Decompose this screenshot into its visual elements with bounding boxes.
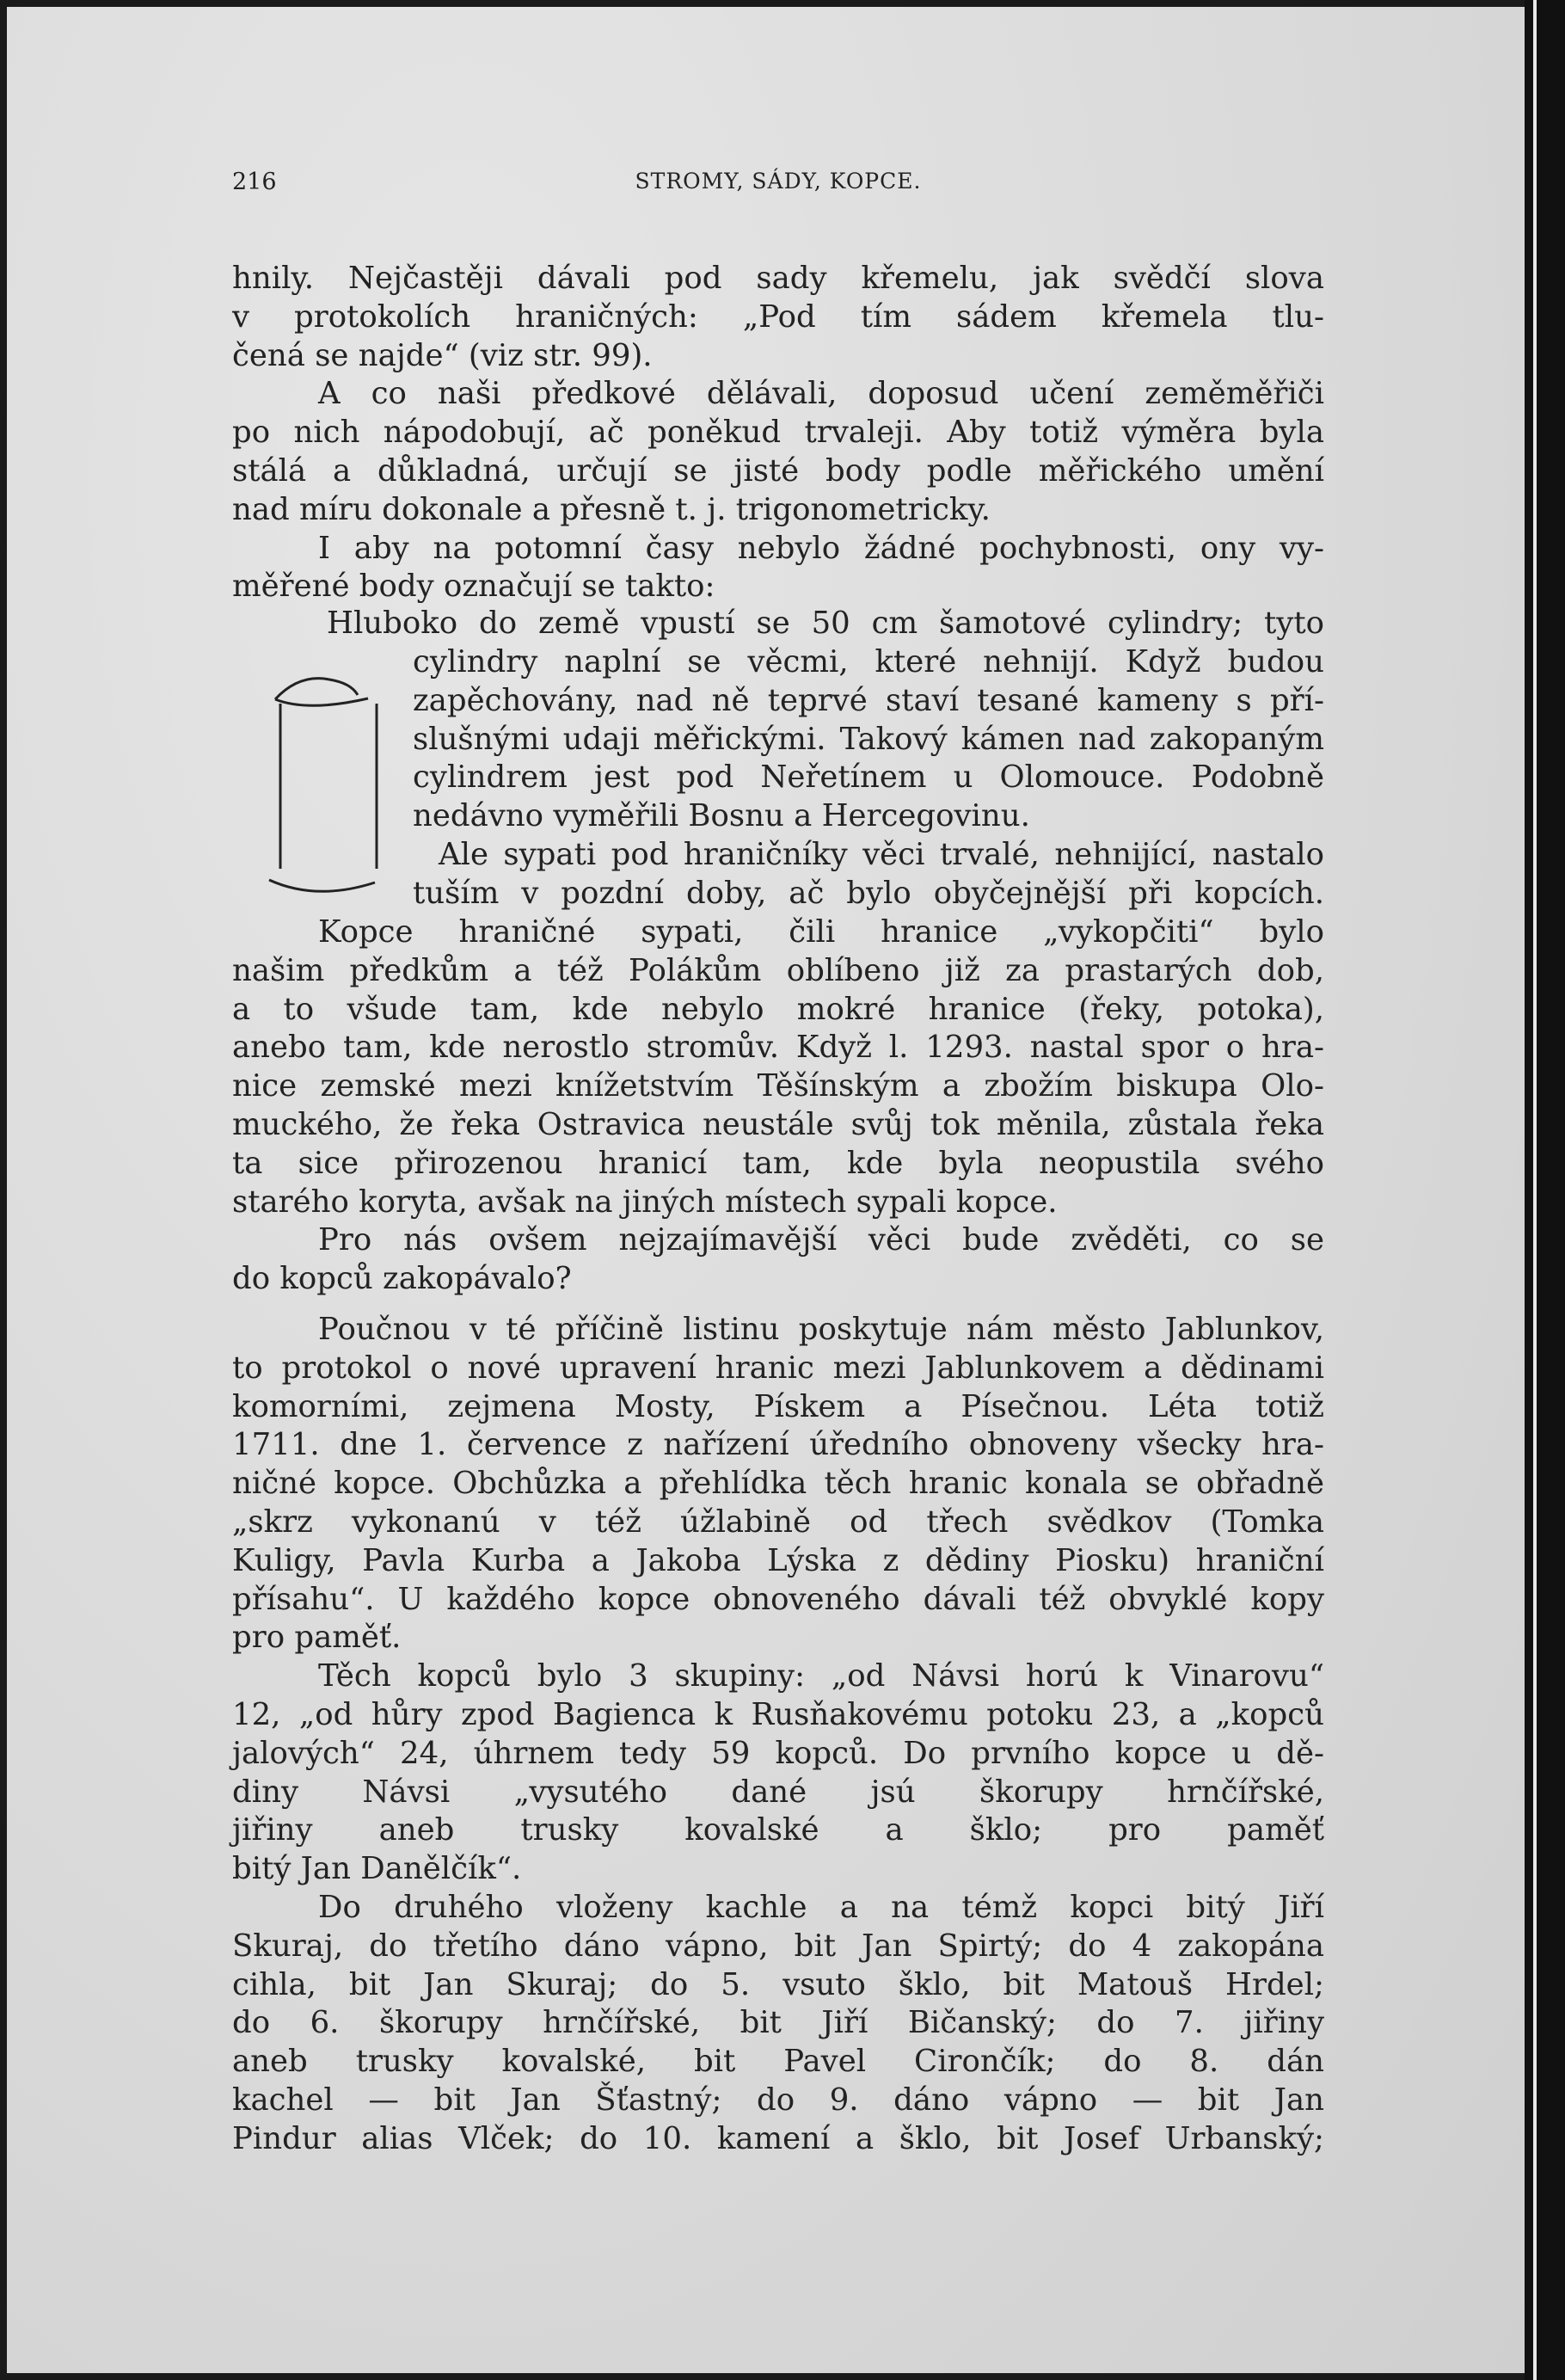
- text-line: do 6. škorupy hrnčířské, bit Jiří Bičanský; do 7. jiřiny: [232, 2005, 1324, 2041]
- text-line: komorními, zejmena Mosty, Pískem a Písečnou. Léta totiž: [232, 1388, 1324, 1424]
- text-line: zapěchovány, nad ně teprvé staví tesané kameny s pří-: [413, 682, 1324, 718]
- text-line: cylindry naplní se věcmi, které nehnijí. Když budou: [413, 644, 1324, 680]
- figure-wrap-text: [413, 643, 1324, 913]
- text-line: kachel — bit Jan Šťastný; do 9. dáno vápno — bit Jan: [232, 2082, 1324, 2118]
- text-line: cylindrem jest pod Neřetínem u Olomouce. Podobně: [413, 760, 1324, 796]
- text-line: přísahu“. U každého kopce obnoveného dávali též obvyklé kopy: [232, 1581, 1324, 1617]
- text-line: čená se najde“ (viz str. 99).: [232, 337, 653, 373]
- text-line: stálá a důkladná, určují se jisté body podle měřického umění: [232, 452, 1324, 489]
- running-title: STROMY, SÁDY, KOPCE.: [635, 169, 922, 194]
- scan-border: [1525, 0, 1565, 2380]
- text-line: 1711. dne 1. července z nařízení úředního obnoveny všecky hra-: [232, 1427, 1324, 1463]
- cylinder-bottom-rim: [269, 880, 375, 891]
- text-line: 12, „od hůry zpod Bagienca k Rusňakovému potoku 23, a „kopců: [232, 1696, 1324, 1732]
- text-line: pro paměť.: [232, 1620, 402, 1656]
- figure-caption-first: [327, 605, 1324, 643]
- text-line: po nich nápodobují, ač poněkud trvaleji. Aby totiž výměra byla: [232, 415, 1324, 451]
- scanned-page: [7, 7, 1525, 2373]
- text-line: ta sice přirozenou hranicí tam, kde byla neopustila svého: [232, 1145, 1324, 1181]
- text-line: jiřiny aneb trusky kovalské a šklo; pro paměť: [232, 1812, 1324, 1848]
- page-number: 216: [232, 169, 277, 195]
- text-line: ničné kopce. Obchůzka a přehlídka těch hranic konala se obřadně: [232, 1466, 1324, 1502]
- text-line: to protokol o nové upravení hranic mezi Jablunkovem a dědinami: [232, 1350, 1324, 1386]
- text-line: slušnými udaji měřickými. Takový kámen nad zakopaným: [413, 721, 1324, 757]
- text-line: Těch kopců bylo 3 skupiny: „od Návsi horú k Vinarovu“: [318, 1658, 1324, 1694]
- text-line: bitý Jan Danělčík“.: [232, 1851, 522, 1887]
- text-line: hnily. Nejčastěji dávali pod sady křemelu, jak svědčí slova: [232, 261, 1324, 296]
- text-line: aneb trusky kovalské, bit Pavel Cirončík; do 8. dán: [232, 2044, 1324, 2080]
- text-line: nedávno vyměřili Bosnu a Hercegovinu.: [413, 798, 1030, 834]
- text-line: Kopce hraničné sypati, čili hranice „vykopčiti“ bylo: [318, 914, 1324, 950]
- text-line: v protokolích hraničných: „Pod tím sádem křemela tlu-: [232, 298, 1324, 335]
- page-header: [232, 169, 1324, 203]
- text-line: A co naši předkové dělávali, doposud učení zeměměřiči: [318, 376, 1324, 412]
- cylinder-illustration: [265, 669, 394, 906]
- page-edge-line: [1533, 0, 1537, 2380]
- text-line: I aby na potomní časy nebylo žádné pochybnosti, ony vy-: [318, 530, 1324, 566]
- text-line: starého koryta, avšak na jiných místech sypali kopce.: [232, 1184, 1058, 1220]
- text-line: Skuraj, do třetího dáno vápno, bit Jan Spirtý; do 4 zakopána: [232, 1928, 1324, 1964]
- text-line: „skrz vykonanú v též úžlabině od třech svědkov (Tomka: [232, 1504, 1324, 1540]
- text-line: měřené body označují se takto:: [232, 569, 715, 605]
- text-line: anebo tam, kde nerostlo stromův. Když l. 1293. nastal spor o hra-: [232, 1030, 1324, 1066]
- text-line: Hluboko do země vpustí se 50 cm šamotové cylindry; tyto: [327, 606, 1324, 641]
- text-line: tuším v pozdní doby, ač bylo obyčejnější při kopcích.: [413, 875, 1324, 911]
- text-line: Pindur alias Vlček; do 10. kamení a šklo, bit Josef Urbanský;: [232, 2120, 1324, 2156]
- text-line: cihla, bit Jan Skuraj; do 5. vsuto šklo, bit Matouš Hrdel;: [232, 1966, 1324, 2002]
- text-line: Poučnou v té příčině listinu poskytuje nám město Jablunkov,: [318, 1311, 1324, 1347]
- text-line: Ale sypati pod hraničníky věci trvalé, nehnijící, nastalo: [439, 836, 1324, 872]
- text-line: Do druhého vloženy kachle a na témž kopci bitý Jiří: [318, 1889, 1324, 1925]
- text-line: diny Návsi „vysutého dané jsú škorupy hrnčířské,: [232, 1774, 1324, 1810]
- cylinder-top-arc: [275, 679, 358, 699]
- text-line: a to všude tam, kde nebylo mokré hranice (řeky, potoka),: [232, 991, 1324, 1027]
- text-line: jalových“ 24, úhrnem tedy 59 kopců. Do prvního kopce u dě-: [232, 1735, 1324, 1771]
- text-line: Pro nás ovšem nejzajímavější věci bude zvěděti, co se: [318, 1222, 1324, 1258]
- cylinder-top-rim: [275, 698, 368, 705]
- main-paragraphs: [232, 913, 1324, 2159]
- text-line: nad míru dokonale a přesně t. j. trigonometricky.: [232, 491, 991, 527]
- text-line: nice zemské mezi knížetstvím Těšínským a zbožím biskupa Olo-: [232, 1068, 1324, 1104]
- text-line: muckého, že řeka Ostravica neustále svůj tok měnila, zůstala řeka: [232, 1106, 1324, 1142]
- text-line: našim předkům a též Polákům oblíbeno již za prastarých dob,: [232, 952, 1324, 988]
- intro-paragraphs: [232, 260, 1324, 606]
- text-line: Kuligy, Pavla Kurba a Jakoba Lýska z dědiny Piosku) hraniční: [232, 1542, 1324, 1578]
- text-line: do kopců zakopávalo?: [232, 1261, 572, 1297]
